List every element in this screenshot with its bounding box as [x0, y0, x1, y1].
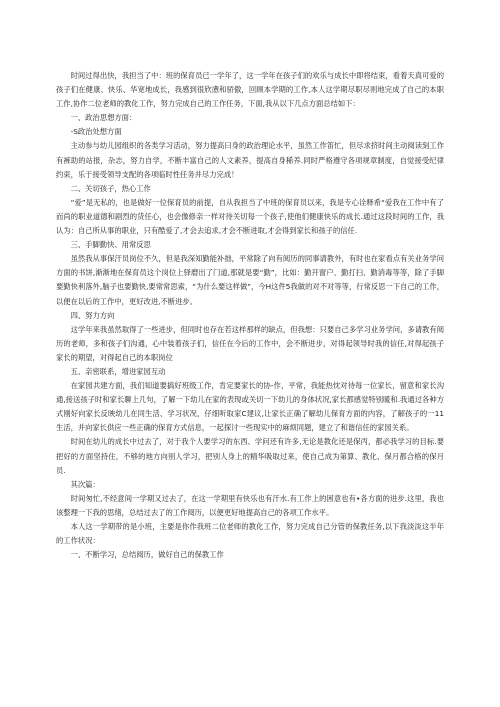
intro-paragraph: 时间过得出快，我担当了中：班的保育员已一学年了，这一学年在孩子们的欢乐与成长中即将结束，看着天真可爱的孩子们在健康、快乐、华宽地成长，我感到很欣懑和骄傲，回顾本学期的工作,本人这学期尽职尽则地完成了自己的本职工作,协作二位老师的教化工作，努力完成自己的工作任务，下面,我从以下几点方面总结如下：	[56, 71, 444, 109]
section-heading-care: 二、关切孩子，热心工作	[70, 183, 151, 193]
section-heading-home-school: 五、亲密联系，增进家园互动	[70, 366, 166, 376]
politics-paragraph: 主动参与幼儿园组织的各类学习活动，努力提高曰身的政治理论水平，虽然工作笛忙，但尽求挤时间主动阅读刻工作有裤助的站报，杂志，努力自学，不断丰富自己的人文素养，提高自身稀养.同时严格遵守各项规章制度，自觉接受纪律约束，乐于接受领导支配的各项临时性任务并尽力完成！	[56, 141, 444, 179]
diligence-paragraph: 虽然我从事保汗员岗位不久，但是我深知勤能补拙，平常除了向有阅历的同事请教外，有时也在家看点有关业务学问方面的书饼,渐渐地在保育员这个岗位上驿磨出了门道,那就是要“勤”，比如：勤开窗户、勤打扫、勤消毒等等，除了手脚要勤快利落外,脑子也要勤快,要常常思索，“为什么要这样做”，今H这件5我做的对不对等等，行常反思一下自己的工作，以便在以后的工作中，更好改进,不断进步。	[56, 254, 444, 306]
second-article-heading: 其次篇：	[70, 479, 100, 489]
subsection-heading-politics: -S政治处想方面	[70, 127, 122, 137]
second-section-heading-learning: 一、不断学习，总结阅历，做好自己的保教工作	[70, 550, 224, 560]
section-heading-politics: 一、政治思想方面：	[70, 113, 137, 123]
closing-paragraph: 时间在幼儿的成长中过去了，对于我个人要学习的东西、学问还有许多,无论是教化还是保丙，都必我学习的目标.要把好的方面坚持住，不够的地方向别人学习，把别人身上的精华吸取过来，使自己成为第算、教化、保月都合格的保月员.	[56, 437, 444, 475]
section-heading-diligence: 三、手脚勤快、用常反思	[70, 240, 151, 250]
second-class-paragraph: 本人这一学期带的是小班，主要是你作我班二位老师的教化工作，努力完成自己分管的保教任务,以下我淡淡这半年的工作状况：	[56, 522, 444, 546]
care-paragraph: “爱”是无私的，也是做好一位保育员的前提，自从我担当了中班的保育员以来，我是专心诠释希“爱我在工作中有了而尚的职业道德和剧烈的货任心，也会像修亲一样对待关切每一个孩子,使他们健康快乐的成长.通过这段时间的工作，我认为：自己所从事的职业，只有酷爱了,才会去追求,才会不断进取,才会得到家长和孩子的信任.	[56, 197, 444, 236]
second-intro-paragraph: 时间匆忙,不经意间一学期又过去了，在这一学期里有快乐也有汗水.有工作上的困意也有•各方面的进步.这里，我也该整理一下我的思绪，总结过去了的工作阅历，以便更好地提高自己的各项工作水平。	[56, 493, 444, 517]
home-school-paragraph: 在家园共建方面，我们知道要搞好班级工作，肯定要家长的协-作，平常，我能热忱对待每一位家长，留意和家长沟通,接送孩子时和家长聊上几句，了解一下幼儿在家的表现或关切一下幼儿的身体状况,家长都感觉特别暖和.我通过各种方式刚好向家长反映幼儿在同生活、学习状况，仔细听取家C建议,让家长正确了解幼儿保育方面的内容，了解孩子的一11生活，并向家长供应一些正确的保育方式信息，一起探讨一些现实中的麻烦同题，建立了和谐信任的家园关系。	[56, 381, 444, 433]
section-heading-direction: 四、努力方向	[70, 310, 115, 320]
direction-paragraph: 这学年来我虽然取得了一些进步，但同时也存在若这样那样的缺点，但我想：只要自己多学习业务学问，多请教有阅历的老师，多和孩子们沟通，心中装着孩子们，信任在今后的工作中，会不断进步，对得起领导时我的信任,对得起孩子家长的期望，对得起自己的本职岗位	[56, 324, 444, 362]
